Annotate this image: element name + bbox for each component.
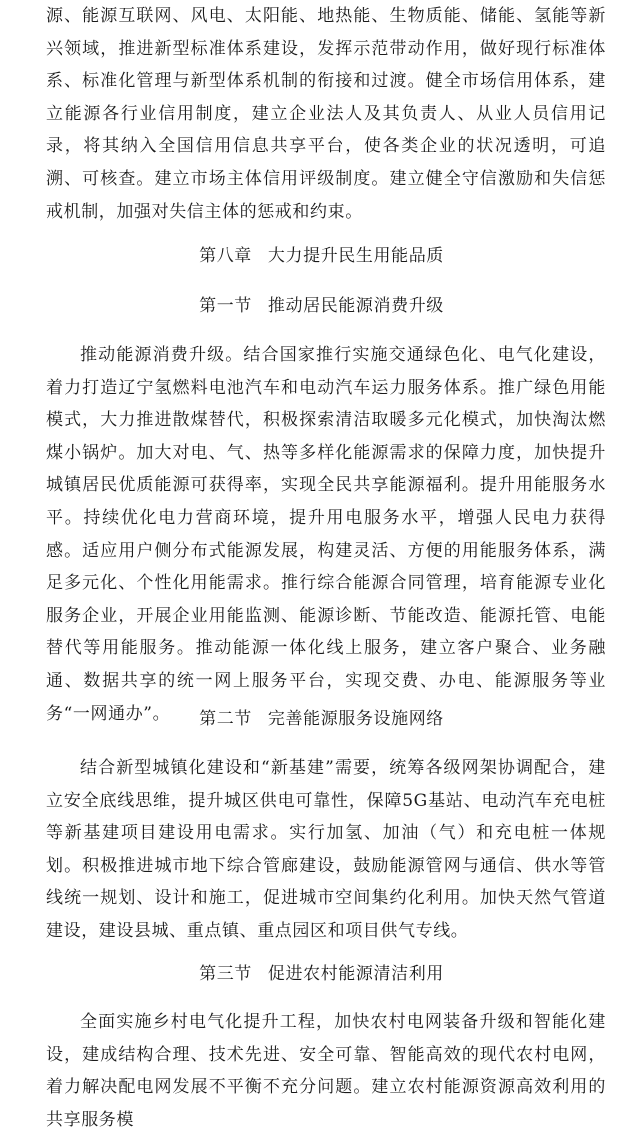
- section-2-title: 完善能源服务设施网络: [267, 709, 444, 729]
- chapter-heading: [0, 244, 643, 268]
- section-2-number: 第二节: [199, 709, 252, 729]
- intro-paragraph: 源、能源互联网、风电、太阳能、地热能、生物质能、储能、氢能等新兴领域，推进新型标准体系建设，发挥示范带动作用，做好现行标准体系、标准化管理与新型体系机制的衔接和过渡。健全市场信用体系，建立能源各行业信用制度，建立企业法人及其负责人、从业人员信用记录，将其纳入全国信用信息共享平台，使各类企业的状况透明，可追溯、可核查。建立市场主体信用评级制度。建立健全守信激励和失信惩戒机制，加强对失信主体的惩戒和约束。: [46, 6, 606, 222]
- section-1-paragraph: 推动能源消费升级。结合国家推行实施交通绿色化、电气化建设，着力打造辽宁氢燃料电池汽车和电动汽车运力服务体系。推广绿色用能模式，大力推进散煤替代，积极探索清洁取暖多元化模式，加快淘汰燃煤小锅炉。加大对电、气、热等多样化能源需求的保障力度，加快提升城镇居民优质能源可获得率，实现全民共享能源福利。提升用能服务水平。持续优化电力营商环境，提升用电服务水平，增强人民电力获得感。适应用户侧分布式能源发展，构建灵活、方便的用能服务体系，满足多元化、个性化用能需求。推行综合能源合同管理，培育能源专业化服务企业，开展企业用能监测、能源诊断、节能改造、能源托管、电能替代等用能服务。推动能源一体化线上服务，建立客户聚合、业务融通、数据共享的统一网上服务平台，实现交费、办电、能源服务等业务“一网通办”。: [46, 345, 606, 724]
- section-1-title: 推动居民能源消费升级: [267, 296, 444, 316]
- chapter-title: 大力提升民生用能品质: [267, 246, 444, 266]
- chapter-number: 第八章: [199, 246, 252, 266]
- section-3-paragraph: 全面实施乡村电气化提升工程，加快农村电网装备升级和智能化建设，建成结构合理、技术先进、安全可靠、智能高效的现代农村电网，着力解决配电网发展不平衡不充分问题。建立农村能源资源高效利用的共享服务模: [46, 1012, 606, 1130]
- section-3-number: 第三节: [199, 964, 252, 984]
- section-3-title: 促进农村能源清洁利用: [267, 964, 444, 984]
- section-2-paragraph: 结合新型城镇化建设和“新基建”需要，统筹各级网架协调配合，建立安全底线思维，提升城区供电可靠性，保障5G基站、电动汽车充电桩等新基建项目建设用电需求。实行加氢、加油（气）和充电桩一体规划。积极推进城市地下综合管廊建设，鼓励能源管网与通信、供水等管线统一规划、设计和施工，促进城市空间集约化利用。加快天然气管道建设，建设县城、重点镇、重点园区和项目供气专线。: [46, 758, 606, 941]
- section-1-heading: [0, 294, 643, 318]
- section-2-heading: [0, 707, 643, 731]
- section-3-heading: [0, 962, 643, 986]
- section-1-number: 第一节: [199, 296, 252, 316]
